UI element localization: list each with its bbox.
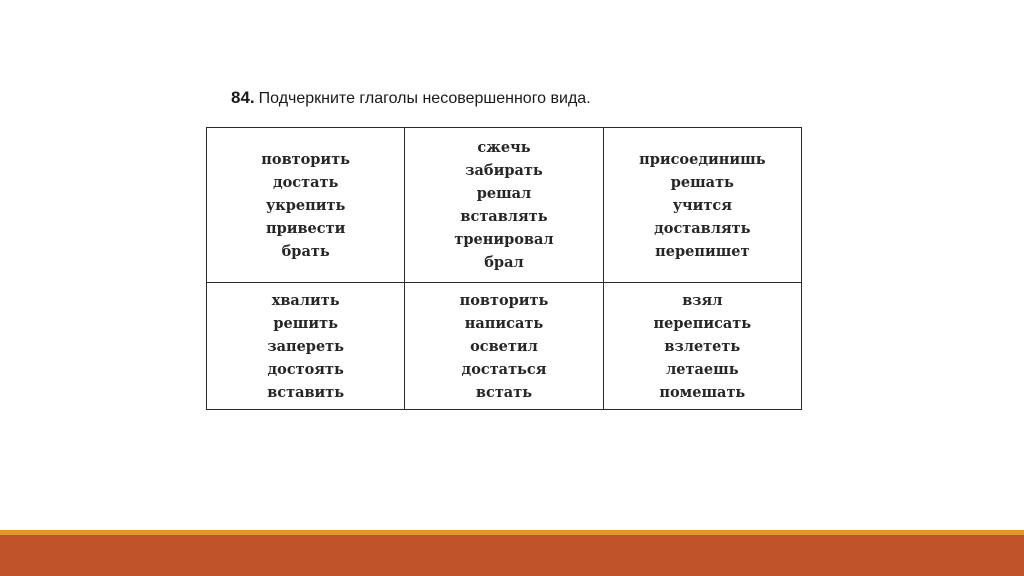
- table-row: [207, 128, 802, 283]
- table-cell: [405, 283, 603, 410]
- word: взял: [682, 291, 723, 309]
- word: вставлять: [460, 208, 548, 225]
- word: помешать: [659, 383, 746, 401]
- footer-bar: [0, 535, 1024, 576]
- word: вставить: [267, 383, 345, 401]
- word: достоять: [267, 360, 344, 378]
- word: привести: [265, 219, 346, 237]
- word: брать: [281, 242, 330, 260]
- word: учится: [672, 196, 732, 214]
- task-text: Подчеркните глаголы несовершенного вида.: [258, 90, 591, 107]
- table-cell: [207, 128, 405, 283]
- word: встать: [475, 383, 533, 401]
- word: решал: [476, 185, 532, 202]
- word: перепишет: [655, 242, 750, 260]
- word: решить: [273, 314, 338, 332]
- task-number: 84.: [231, 88, 255, 107]
- word: забирать: [465, 162, 543, 179]
- word: достать: [272, 173, 339, 191]
- word: запереть: [267, 337, 344, 355]
- table-row: [207, 283, 802, 410]
- word: написать: [464, 314, 544, 332]
- table-cell: [603, 128, 801, 283]
- word: хвалить: [271, 291, 340, 309]
- word: брал: [484, 254, 524, 271]
- verb-table: [206, 127, 802, 410]
- word: осветил: [470, 337, 538, 355]
- word: доставлять: [654, 219, 751, 237]
- table-cell: [207, 283, 405, 410]
- word: укрепить: [266, 196, 346, 214]
- word: сжечь: [477, 139, 531, 156]
- word: переписать: [653, 314, 752, 332]
- table-cell: [405, 128, 603, 283]
- table-cell: [603, 283, 801, 410]
- word: решать: [670, 173, 734, 191]
- task-heading: [231, 88, 591, 108]
- word: повторить: [459, 291, 549, 309]
- word: достаться: [461, 360, 547, 378]
- word: повторить: [261, 150, 351, 168]
- word: присоединишь: [639, 150, 766, 168]
- word: взлететь: [664, 337, 741, 355]
- word: летаешь: [666, 360, 739, 378]
- word: тренировал: [454, 231, 554, 248]
